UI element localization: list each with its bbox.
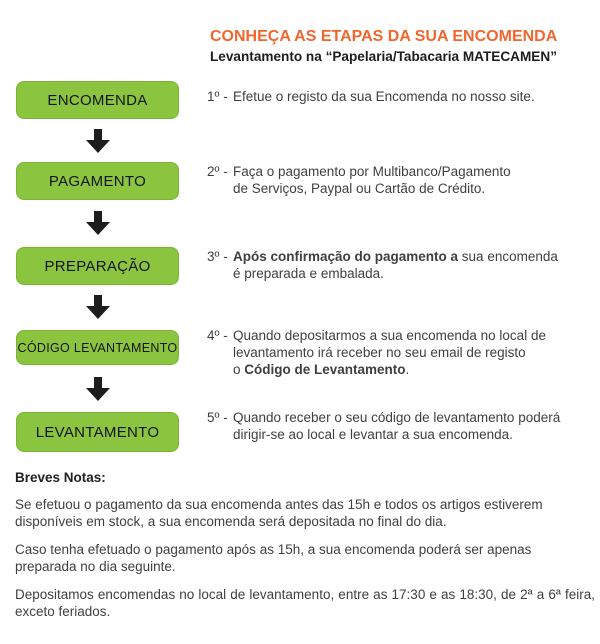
- arrow-down-icon: [86, 211, 110, 235]
- flow-box-encomenda: [16, 81, 179, 119]
- flow-box-codigo-levantamento: [16, 330, 179, 365]
- notes-section: [15, 469, 595, 631]
- note-paragraph: Depositamos encomendas no local de levantamento, entre as 17:30 e as 18:30, de 2ª a 6ª feira, exceto feriados.: [15, 587, 595, 619]
- step-number: 4º -: [207, 328, 228, 343]
- note-paragraph: Caso tenha efetuado o pagamento após as 15h, a sua encomenda poderá ser apenas preparada no dia seguinte.: [15, 542, 532, 574]
- page-title: CONHEÇA AS ETAPAS DA SUA ENCOMENDA: [210, 28, 558, 45]
- flow-box-label: PAGAMENTO: [48, 172, 147, 190]
- step-1: [207, 88, 592, 105]
- step-number: 1º -: [207, 89, 228, 104]
- step-5: [207, 409, 592, 443]
- step-text: Após confirmação do pagamento a sua encomenda é preparada e embalada.: [233, 249, 558, 281]
- flow-box-label: PREPARAÇÃO: [44, 257, 151, 275]
- step-number: 5º -: [207, 410, 228, 425]
- notes-heading: Breves Notas:: [15, 470, 106, 485]
- note-paragraph: Se efetuou o pagamento da sua encomenda antes das 15h e todos os artigos estiverem disponíveis em stock, a sua encomenda será depositada no final do dia.: [15, 497, 543, 529]
- arrow-down-icon: [86, 295, 110, 319]
- arrow-down-icon: [86, 377, 110, 401]
- page-subtitle: Levantamento na “Papelaria/Tabacaria MATECAMEN”: [210, 49, 557, 64]
- flow-box-label: ENCOMENDA: [47, 91, 148, 109]
- step-number: 3º -: [207, 249, 228, 264]
- flow-box-pagamento: [16, 162, 179, 200]
- step-2: [207, 163, 592, 197]
- flow-box-preparacao: [16, 247, 179, 285]
- step-text: Efetue o registo da sua Encomenda no nosso site.: [233, 89, 535, 104]
- step-text: Faça o pagamento por Multibanco/Pagamento de Serviços, Paypal ou Cartão de Crédito.: [233, 164, 511, 196]
- step-number: 2º -: [207, 164, 228, 179]
- flow-box-label: LEVANTAMENTO: [35, 423, 160, 441]
- step-3: [207, 248, 592, 282]
- step-4: [207, 327, 592, 378]
- step-text: Quando depositarmos a sua encomenda no local de levantamento irá receber no seu email de registo o Código de Levantamento.: [233, 328, 546, 377]
- arrow-down-icon: [86, 129, 110, 153]
- flow-box-label: CÓDIGO LEVANTAMENTO: [17, 340, 178, 355]
- flow-box-levantamento: [16, 412, 179, 452]
- step-text: Quando receber o seu código de levantamento poderá dirigir-se ao local e levantar a sua encomenda.: [233, 410, 561, 442]
